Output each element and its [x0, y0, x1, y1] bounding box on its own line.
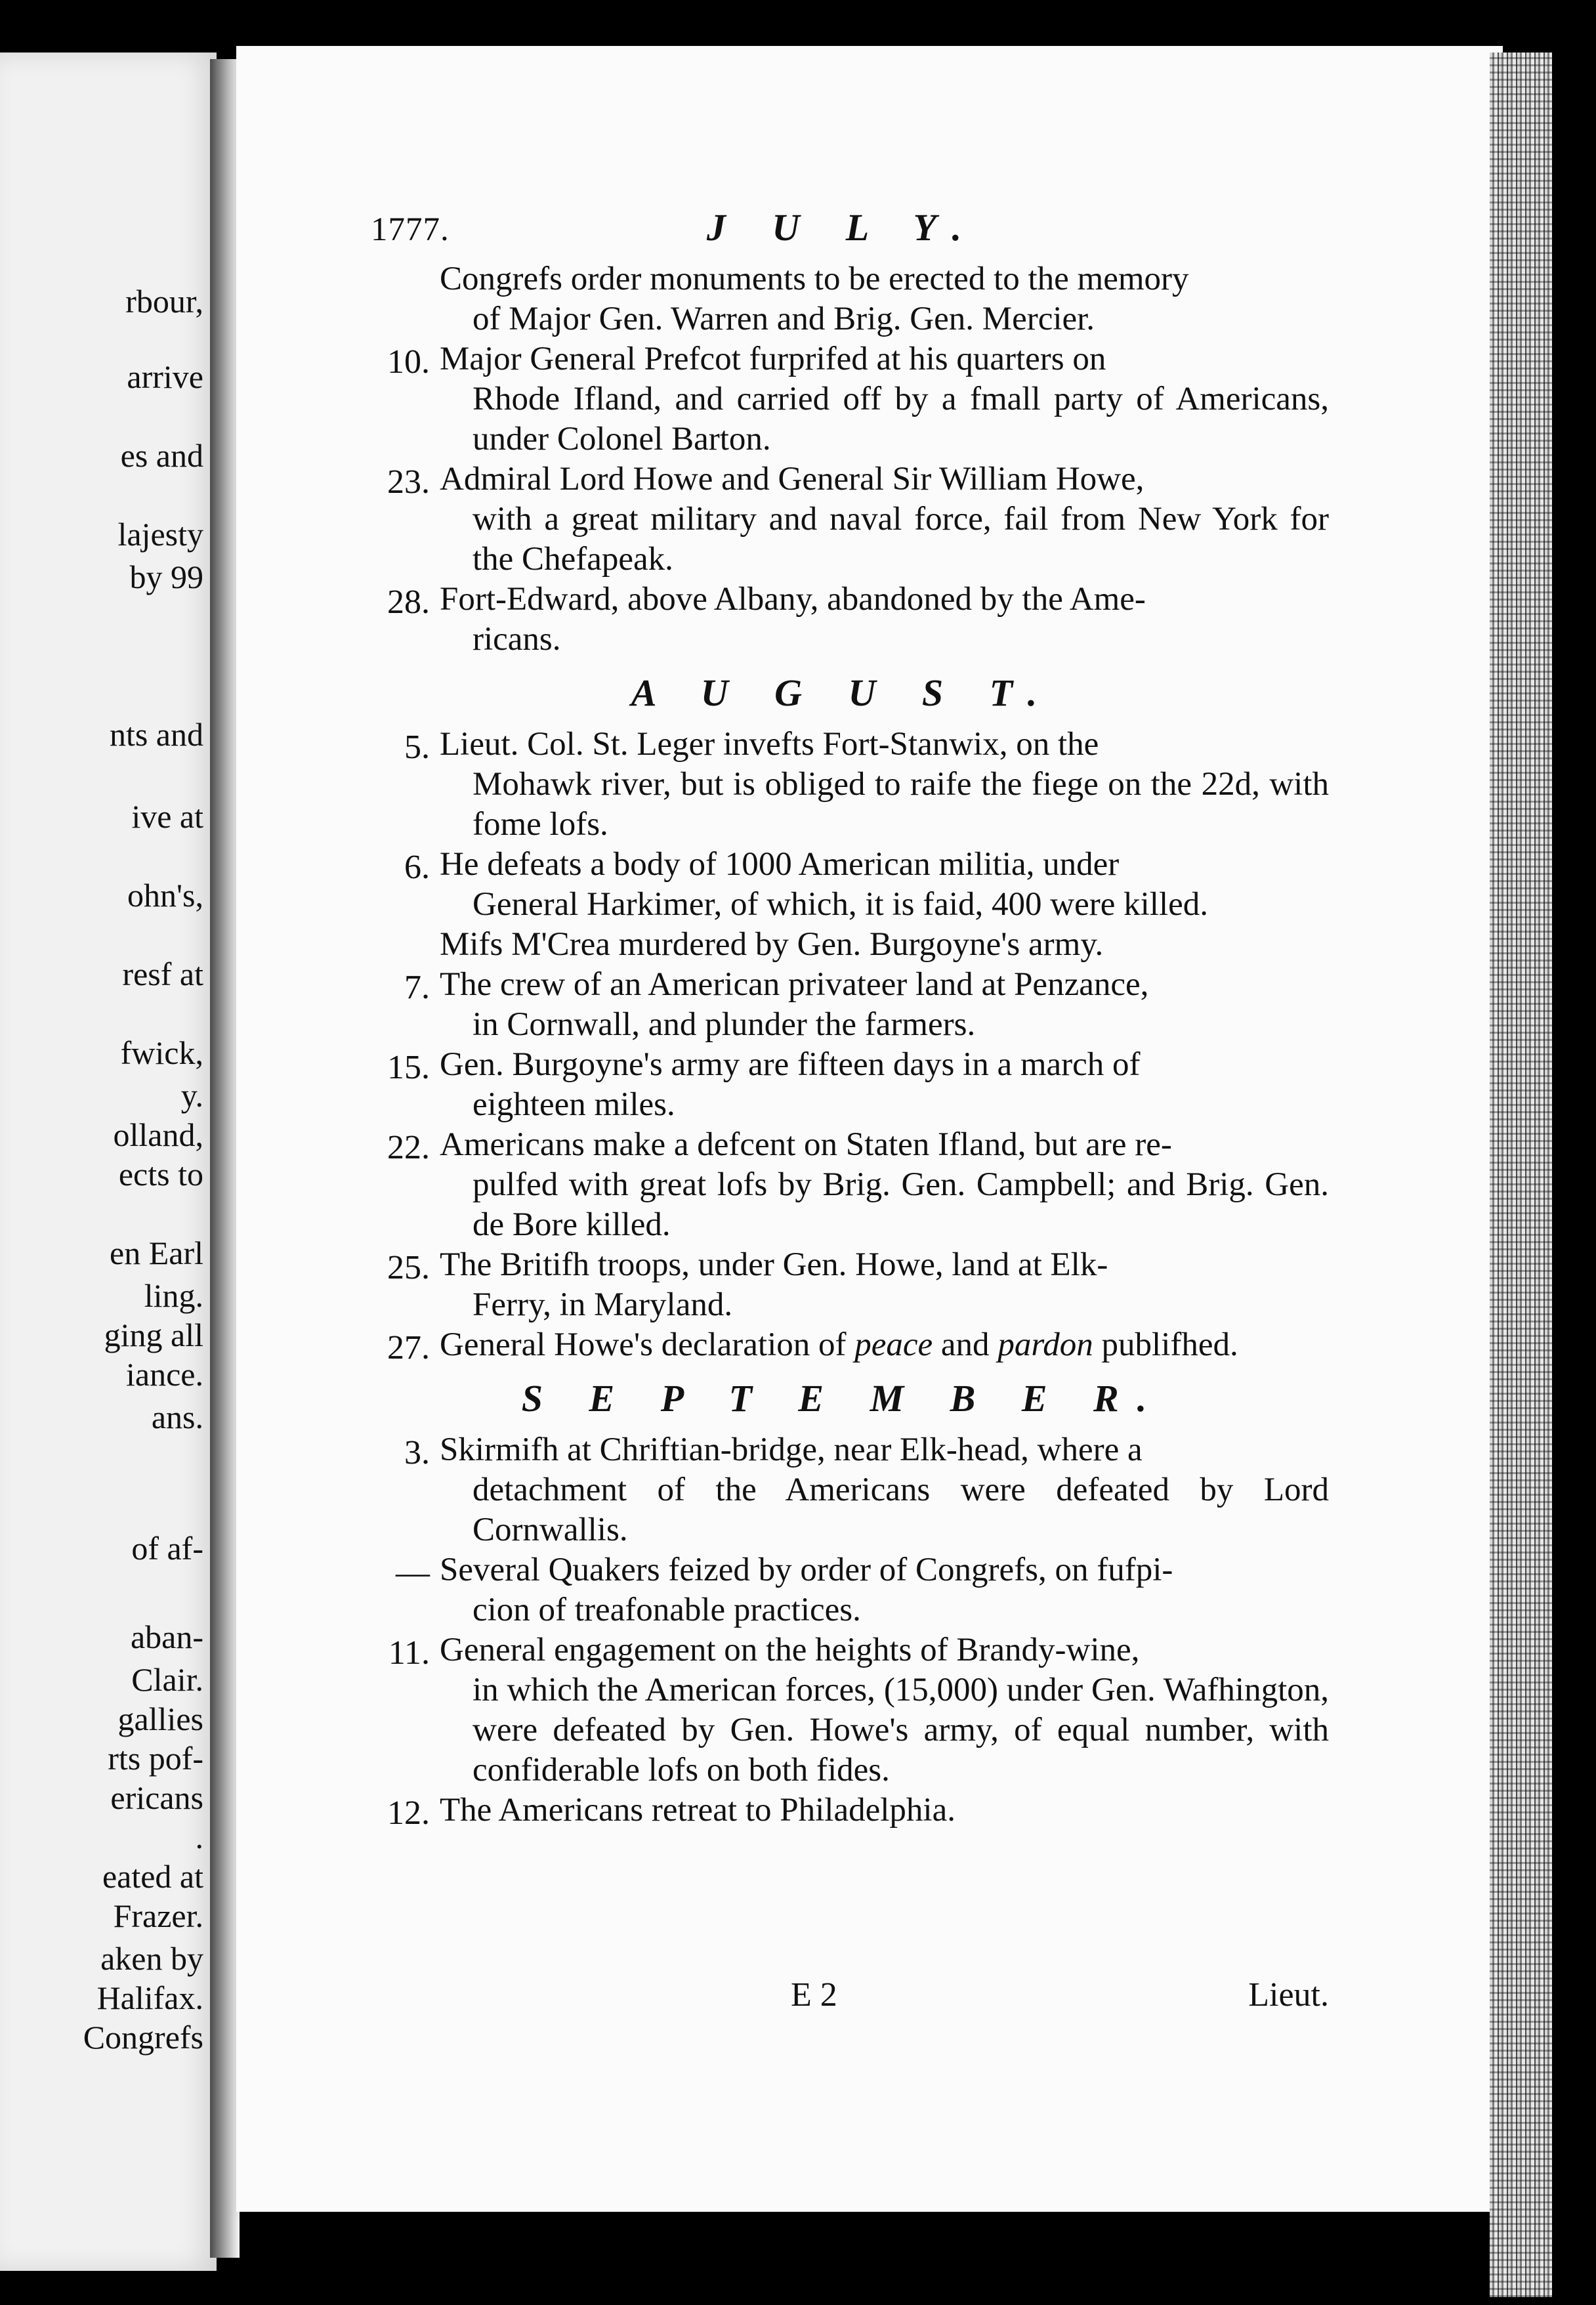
entry-number: 3.	[404, 1434, 430, 1471]
entry-text: Several Quakers feized by order of Congrefs, on fufpi-	[440, 1552, 1173, 1588]
entry-number: 10.	[387, 343, 430, 381]
entry-text-continued: Ferry, in Maryland.	[472, 1286, 733, 1323]
entry	[358, 925, 1329, 965]
july-entries	[358, 259, 1329, 660]
entry-aug-27: 27. General Howe's declaration of peace and pardon publifhed.	[358, 1325, 1329, 1365]
facing-page-line: ericans	[110, 1779, 203, 1816]
entry	[358, 965, 1329, 1045]
book-gutter	[210, 59, 240, 2258]
entry-text: Skirmifh at Chriftian-bridge, near Elk-head, where a	[440, 1431, 1143, 1468]
entry	[358, 259, 1329, 339]
entry-text: Fort-Edward, above Albany, abandoned by the Ame-	[440, 581, 1146, 618]
italic-peace: peace	[854, 1326, 933, 1363]
entry-number: 11.	[388, 1634, 430, 1672]
italic-pardon: pardon	[998, 1326, 1093, 1363]
facing-page-line: Halifax.	[96, 1979, 203, 2016]
facing-page-line: nts and	[109, 716, 203, 753]
entry-number: 12.	[387, 1794, 430, 1832]
facing-page-line: ans.	[151, 1399, 203, 1435]
entry-text-continued: of Major Gen. Warren and Brig. Gen. Mercier.	[472, 301, 1095, 337]
facing-page-line: ive at	[131, 798, 203, 835]
entry	[358, 1550, 1329, 1630]
august-entries	[358, 725, 1329, 1325]
entry-text-continued: eighteen miles.	[472, 1086, 675, 1123]
entry-text: General engagement on the heights of Brandy-wine,	[440, 1632, 1140, 1668]
entry	[358, 580, 1329, 660]
entry-text: He defeats a body of 1000 American militia, under	[440, 846, 1120, 883]
facing-page-line: y.	[180, 1077, 203, 1114]
entry-text: Mifs M'Crea murdered by Gen. Burgoyne's army.	[440, 926, 1104, 963]
page-footer	[358, 1976, 1329, 2021]
entry-text-continued: pulfed with great lofs by Brig. Gen. Campbell; and Brig. Gen. de Bore killed.	[472, 1166, 1329, 1243]
entry-text: Admiral Lord Howe and General Sir William Howe,	[440, 461, 1144, 497]
facing-page-line: lajesty	[117, 516, 203, 553]
month-title-august: A U G U S T.	[631, 671, 1056, 714]
entry-number: 15.	[387, 1049, 430, 1086]
entry	[358, 1045, 1329, 1125]
month-title-september: S E P T E M B E R.	[521, 1377, 1166, 1420]
facing-page-line: es and	[120, 437, 203, 474]
facing-page-line: rbour,	[125, 283, 203, 320]
entry	[358, 1125, 1329, 1245]
entry-text: Congrefs order monuments to be erected to the memory	[440, 261, 1189, 297]
entry-text: The crew of an American privateer land at Penzance,	[440, 966, 1149, 1003]
entry-number: —	[396, 1554, 430, 1592]
year: 1777.	[371, 211, 450, 248]
facing-page-line: resf at	[122, 956, 203, 992]
entry-text: The Britifh troops, under Gen. Howe, land at Elk-	[440, 1246, 1108, 1283]
entry-text: Major General Prefcot furprifed at his quarters on	[440, 341, 1106, 377]
entry	[358, 1245, 1329, 1325]
entry	[358, 845, 1329, 925]
entry-text: Americans make a defcent on Staten Ifland, but are re-	[440, 1126, 1172, 1163]
entry-number: 28.	[387, 583, 430, 621]
entry-number: 27.	[387, 1329, 430, 1366]
entry-text-continued: ricans.	[472, 621, 561, 658]
facing-page-line: rts pof-	[108, 1740, 203, 1777]
entry-text-continued: Rhode Ifland, and carried off by a fmall party of Americans, under Colonel Barton.	[472, 381, 1329, 457]
facing-page-line: ects to	[118, 1156, 203, 1193]
page-edges	[1490, 53, 1552, 2297]
facing-page-line: .	[195, 1819, 203, 1855]
facing-page-fragment	[0, 53, 217, 2271]
facing-page-line: aken by	[100, 1940, 203, 1977]
facing-page-line: en Earl	[110, 1235, 203, 1271]
entry-number: 23.	[387, 463, 430, 501]
signature-mark: E 2	[791, 1976, 837, 2014]
entry	[358, 1630, 1329, 1790]
facing-page-line: eated at	[102, 1858, 203, 1895]
entry	[358, 725, 1329, 845]
catchword: Lieut.	[1248, 1976, 1329, 2014]
entry	[358, 459, 1329, 580]
entry-number: 22.	[387, 1129, 430, 1166]
entry-text-continued: with a great military and naval force, fail from New York for the Chefapeak.	[472, 501, 1329, 578]
entry-text: Lieut. Col. St. Leger invefts Fort-Stanwix, on the	[440, 726, 1099, 763]
entry-text: The Americans retreat to Philadelphia.	[440, 1792, 956, 1829]
facing-page-line: ging all	[104, 1317, 203, 1353]
entry-text-continued: detachment of the Americans were defeated by Lord Cornwallis.	[472, 1471, 1329, 1548]
entry-number: 6.	[404, 849, 430, 886]
facing-page-line: gallies	[117, 1701, 203, 1737]
entry-number: 7.	[404, 969, 430, 1006]
entry-text-continued: in which the American forces, (15,000) under Gen. Wafhington, were defeated by Gen. Howe's army, of equal number, with confiderable lofs on both fides.	[472, 1672, 1329, 1788]
facing-page-line: olland,	[113, 1116, 203, 1153]
entry	[358, 1790, 1329, 1830]
facing-page-line: Clair.	[131, 1661, 203, 1698]
entry	[358, 1430, 1329, 1550]
month-title-july: J U L Y.	[706, 206, 980, 249]
entry-text-continued: in Cornwall, and plunder the farmers.	[472, 1006, 976, 1043]
entry-text-continued: General Harkimer, of which, it is faid, 400 were killed.	[472, 886, 1209, 923]
entry-text-continued: cion of treafonable practices.	[472, 1592, 861, 1628]
entry-number: 25.	[387, 1249, 430, 1286]
entry-number: 5.	[404, 729, 430, 766]
entry-text-continued: Mohawk river, but is obliged to raife the fiege on the 22d, with fome lofs.	[472, 766, 1329, 843]
facing-page-line: ohn's,	[127, 877, 203, 914]
facing-page-line: aban-	[130, 1618, 203, 1655]
facing-page-line: by 99	[129, 559, 203, 595]
running-head	[358, 206, 1329, 259]
facing-page-line: ling.	[144, 1277, 203, 1314]
facing-page-line: of af-	[131, 1530, 203, 1567]
facing-page-line: Frazer.	[113, 1897, 203, 1934]
september-entries	[358, 1430, 1329, 1830]
entry	[358, 339, 1329, 459]
entry-text: Gen. Burgoyne's army are fifteen days in a march of	[440, 1046, 1141, 1083]
facing-page-line: Congrefs	[83, 2019, 203, 2056]
page-text	[358, 206, 1329, 1832]
facing-page-line: arrive	[127, 358, 203, 395]
facing-page-line: iance.	[126, 1356, 203, 1393]
facing-page-line: fwick,	[120, 1034, 203, 1071]
